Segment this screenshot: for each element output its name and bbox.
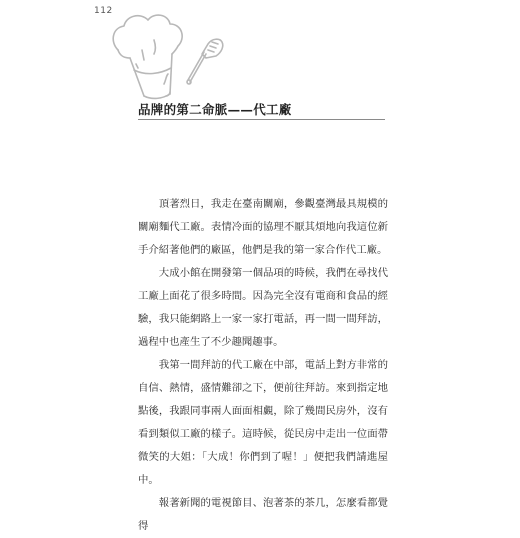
spatula-icon — [187, 39, 223, 84]
chapter-title: 品牌的第二命脈——代工廠 — [138, 102, 292, 117]
chef-hat-icon — [113, 15, 182, 98]
paragraph: 報著新聞的電視節目、泡著茶的茶几，怎麼看都覺得 — [138, 497, 388, 532]
paragraph: 大成小館在開發第一個品項的時候，我們在尋找代工廠上面花了很多時間。因為完全沒有電商和食品的經驗，我只能網路上一家一家打電話，再一間一間拜訪，過程中也產生了不少趣聞趣事。 — [138, 267, 388, 348]
paragraph: 頂著烈日，我走在臺南關廟，參觀臺灣最具規模的關廟麵代工廠。表情冷面的協理不厭其煩地向我這位新手介紹著他們的廠區，他們是我的第一家合作代工廠。 — [138, 198, 388, 256]
page-number: 112 — [94, 6, 113, 16]
title-underline — [138, 119, 385, 120]
body-text — [138, 193, 388, 538]
paragraph: 我第一間拜訪的代工廠在中部，電話上對方非常的自信、熱情，盛情難卻之下，便前往拜訪。來到指定地點後，我跟同事兩人面面相覷，除了幾間民房外，沒有看到類似工廠的樣子。這時候，從民房中走出一位面帶微笑的大姐：「大成！你們到了喔！」便把我們請進屋中。 — [138, 359, 388, 486]
chef-hat-spatula-illustration — [104, 10, 234, 105]
